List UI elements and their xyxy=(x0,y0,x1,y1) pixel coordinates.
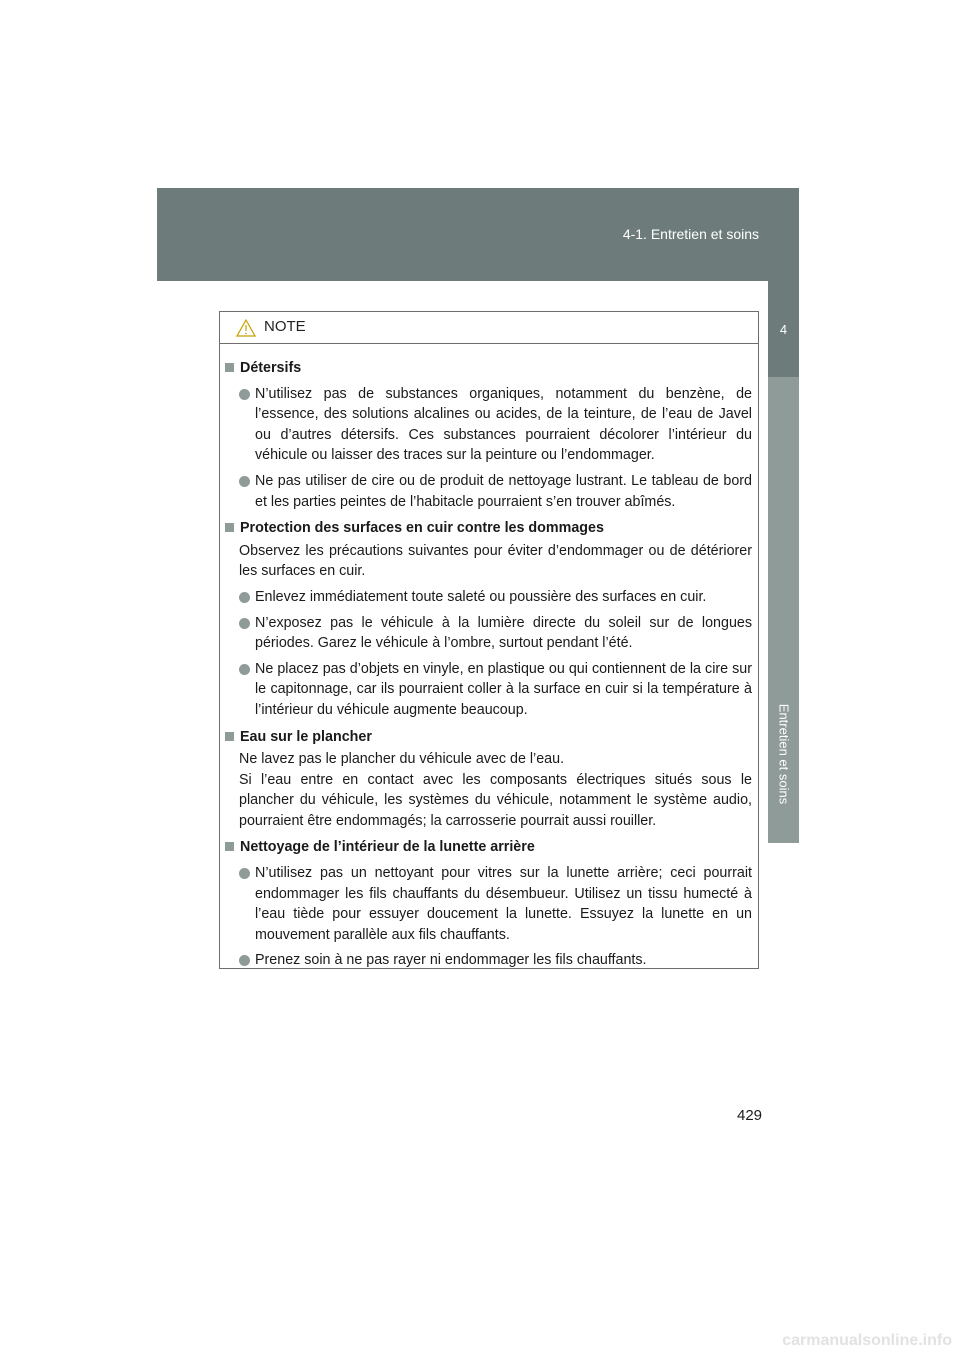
square-bullet-icon xyxy=(225,732,234,741)
square-bullet-icon xyxy=(225,523,234,532)
round-bullet-icon xyxy=(239,476,250,487)
side-tab-label: Entretien et soins xyxy=(776,703,792,805)
section-title: Nettoyage de l’intérieur de la lunette arrière xyxy=(240,839,535,856)
list-item: Ne pas utiliser de cire ou de produit de nettoyage lustrant. Le tableau de bord et les parties peintes de l’habitacle pourraient s’en trouver abîmés. xyxy=(239,471,752,512)
watermark: carmanualsonline.info xyxy=(782,1332,952,1349)
round-bullet-icon xyxy=(239,955,250,966)
round-bullet-icon xyxy=(239,389,250,400)
list-item: N’exposez pas le véhicule à la lumière directe du soleil sur de longues périodes. Garez le véhicule à l’ombre, surtout pendant l’été. xyxy=(239,613,752,654)
square-bullet-icon xyxy=(225,842,234,851)
section-text: Si l’eau entre en contact avec les composants électriques situés sous le plancher du véhicule, les systèmes du véhicule, notamment le système audio, pourraient être endommagés; la carrosserie pourrait aussi rouiller. xyxy=(239,771,752,829)
section-text: Ne lavez pas le plancher du véhicule avec de l’eau. xyxy=(239,751,565,768)
note-header xyxy=(220,312,758,344)
section-title: Eau sur le plancher xyxy=(240,728,372,745)
round-bullet-icon xyxy=(239,618,250,629)
list-item: N’utilisez pas un nettoyant pour vitres sur la lunette arrière; ceci pourrait endommager les fils chauffants du désembueur. Utilisez un tissu humecté à l’eau tiède pour essuyer doucement la lunette. Essuyez la lunette en un mouvement parallèle aux fils chauffants. xyxy=(239,863,752,945)
page-number: 429 xyxy=(737,1107,763,1124)
square-bullet-icon xyxy=(225,363,234,372)
round-bullet-icon xyxy=(239,592,250,603)
list-item: Enlevez immédiatement toute saleté ou poussière des surfaces en cuir. xyxy=(239,587,752,608)
chapter-header xyxy=(157,188,799,281)
list-item: Prenez soin à ne pas rayer ni endommager les fils chauffants. xyxy=(239,950,752,971)
warning-triangle-icon xyxy=(236,319,256,337)
section-title: Protection des surfaces en cuir contre les dommages xyxy=(240,520,604,537)
list-item: N’utilisez pas de substances organiques, notamment du benzène, de l’essence, des solutions alcalines ou acides, de la teinture, de l’eau de Javel ou d’autres détersifs. Ces substances pourraient décolorer l’intérieur du véhicule ou laisser des traces sur la peinture ou l’endommager. xyxy=(239,384,752,466)
round-bullet-icon xyxy=(239,868,250,879)
side-tab-number: 4 xyxy=(768,281,799,377)
section-intro: Observez les précautions suivantes pour éviter d’endommager ou de détériorer les surfaces en cuir. xyxy=(239,542,752,580)
round-bullet-icon xyxy=(239,664,250,675)
section-detersifs xyxy=(224,358,752,512)
list-item: Ne placez pas d’objets en vinyle, en plastique ou qui contiennent de la cire sur le capitonnage, car ils pourraient coller à la surface en cuir si la température à l’intérieur du véhicule augmente beaucoup. xyxy=(239,659,752,721)
section-plancher xyxy=(224,727,752,832)
section-lunette xyxy=(224,837,752,971)
section-cuir xyxy=(224,518,752,720)
note-body xyxy=(220,344,758,971)
note-heading: NOTE xyxy=(264,318,306,335)
chapter-title: 4-1. Entretien et soins xyxy=(622,226,759,242)
section-title: Détersifs xyxy=(240,360,302,376)
note-box xyxy=(219,311,759,969)
